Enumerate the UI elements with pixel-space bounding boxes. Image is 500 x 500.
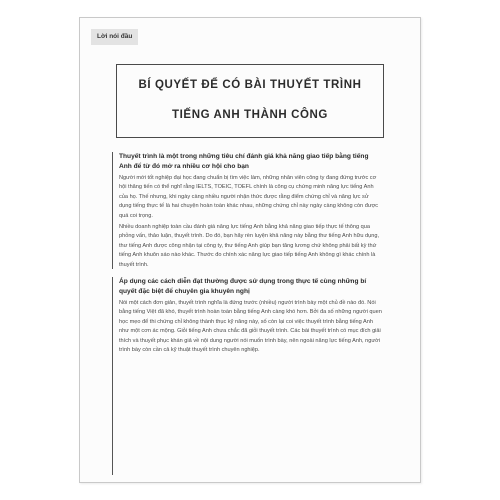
chapter-tab: [91, 29, 138, 45]
section-1-heading: Thuyết trình là một trong những tiêu chí đánh giá khả năng giao tiếp bằng tiếng Anh để từ đó mở ra nhiều cơ hội cho bạn: [119, 153, 369, 170]
chapter-tab-label: Lời nói đầu: [97, 33, 133, 40]
page-title-line-2: TIẾNG ANH THÀNH CÔNG: [172, 109, 328, 121]
section-2-heading: Áp dụng các cách diễn đạt thường được sử dụng trong thực tế cùng những bí quyết đặc biệt để chuyên gia khuyên nghị: [119, 278, 367, 295]
book-page: [79, 17, 421, 483]
title-box: [116, 64, 384, 138]
page-title-line-1: BÍ QUYẾT ĐỂ CÓ BÀI THUYẾT TRÌNH: [138, 79, 362, 91]
section-2-paragraph-1: Nói một cách đơn giản, thuyết trình nghĩa là đứng trước (nhiều) người trình bày một chủ đề nào đó. Nói bằng tiếng Việt đã khó, thuyết trình hoàn toàn bằng tiếng Anh càng khó hơn. Bởi đa số những người quen học mẹo để thi chứng chỉ không thành thục kỹ năng này, số còn lại coi việc thuyết trình bằng tiếng Anh như một cơn ác mộng. Giỏi tiếng Anh chưa chắc đã giỏi thuyết trình. Các bài thuyết trình có mục đích giải thích và thuyết phục khán giả về nội dung người nói muốn trình bày, nên ngoài năng lực tiếng Anh, người trình bày còn cần cả kỹ thuật thuyết trình chuyên nghiệp.: [119, 300, 382, 354]
section-1-paragraph-2: Nhiều doanh nghiệp toàn cầu đánh giá năng lực tiếng Anh bằng khả năng giao tiếp thực tế thông qua phỏng vấn, thảo luận, thuyết trình. Do đó, bạn hãy rèn luyện khả năng này bằng thư tiếng Anh hữu dụng, thư tiếng Anh được công nhận tại công ty, thư tiếng Anh giúp bạn tăng lương chứ không phải bất kỳ thứ tiếng Anh khuôn sáo nào khác. Thước đo chính xác năng lực giao tiếp tiếng Anh không gì khác chính là thuyết trình.: [119, 224, 380, 268]
section-1-paragraph-1: Người mới tốt nghiệp đại học đang chuẩn bị tìm việc làm, những nhân viên công ty đang đứng trước cơ hội thăng tiến có thể nghĩ rằng IELTS, TOEIC, TOEFL chính là công cụ chứng minh năng lực tiếng Anh của họ. Thế nhưng, khi ngày càng nhiều người nhận thức được rằng điểm chứng chỉ và năng lực sử dụng tiếng thực tế là hai chuyện hoàn toàn khác nhau, những chứng chỉ này ngày càng không còn được quá coi trọng.: [119, 175, 379, 219]
section-1: [112, 152, 382, 269]
section-2: [112, 277, 382, 475]
